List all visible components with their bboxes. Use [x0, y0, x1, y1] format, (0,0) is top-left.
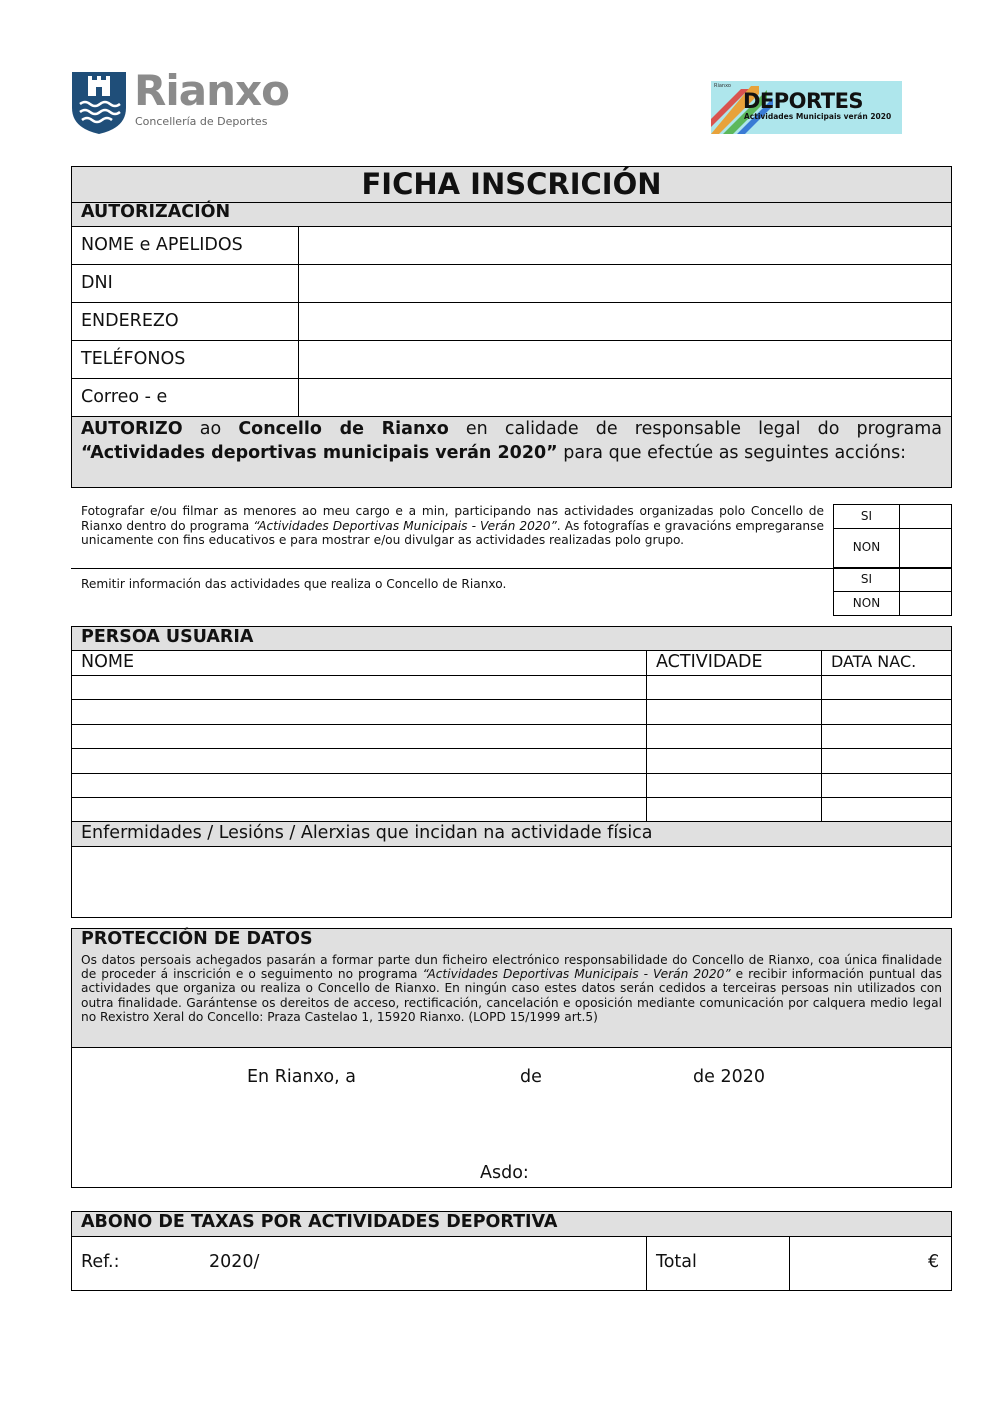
table-row[interactable] [72, 749, 951, 773]
table-row[interactable] [72, 676, 951, 699]
signature-de-2: de 2020 [693, 1067, 765, 1087]
field-address-label: ENDEREZO [81, 311, 179, 331]
badge-subtitle: Actividades Municipais verán 2020 [744, 112, 892, 121]
form-title: FICHA INSCRICIÓN [361, 167, 662, 201]
health-label: Enfermidades / Lesións / Alerxias que incidan na actividade física [81, 823, 653, 843]
field-name-label: NOME e APELIDOS [81, 235, 243, 255]
consent-photo-no-box[interactable] [900, 529, 951, 567]
fees-total-input[interactable] [790, 1237, 930, 1290]
privacy-heading: PROTECCIÓN DE DATOS [81, 929, 313, 949]
field-phones-input[interactable] [299, 341, 951, 378]
authorization-statement [81, 418, 942, 465]
column-activity: ACTIVIDADE [656, 652, 763, 672]
statement-bold-2: Concello de Rianxo [238, 419, 449, 439]
statement-bold-3: “Actividades deportivas municipais verán 2020” [81, 442, 558, 463]
consent-photo-italic: “Actividades Deportivas Municipais - Verán 2020” [253, 518, 557, 533]
consent-photo-text [81, 504, 824, 548]
consent-info-yes-label: SI [860, 572, 873, 586]
consent-info-text: Remitir información das actividades que realiza o Concello de Rianxo. [81, 577, 507, 591]
field-address-input[interactable] [299, 303, 951, 340]
statement-bold-1: AUTORIZO [81, 419, 183, 439]
field-phones-label: TELÉFONOS [81, 349, 186, 369]
user-heading: PERSOA USUARIA [81, 627, 254, 647]
column-name: NOME [81, 652, 135, 672]
badge-title: DEPORTES [743, 89, 864, 113]
health-input[interactable] [72, 847, 951, 917]
consent-photo-yes-label: SI [860, 509, 873, 523]
consent-info-yes-box[interactable] [900, 569, 951, 591]
table-row[interactable] [72, 798, 951, 821]
fees-ref-input[interactable] [270, 1237, 645, 1290]
table-row[interactable] [72, 725, 951, 748]
signature-place: En Rianxo, a [247, 1067, 356, 1087]
field-dni-input[interactable] [299, 265, 951, 302]
fees-ref-label: Ref.: [81, 1252, 120, 1272]
deportes-badge [711, 81, 902, 134]
signature-signed-label: Asdo: [480, 1163, 529, 1183]
consent-photo-text-1: Fotografar e/ou filmar as menores ao meu cargo e a min, participando nas actividades organizadas polo Concello de Rianxo dentro do programa [81, 504, 824, 533]
fees-currency: € [928, 1252, 940, 1272]
fees-total-label: Total [656, 1252, 697, 1272]
consent-photo-no-label: NON [852, 540, 881, 554]
castle-shield-icon [72, 72, 126, 134]
privacy-text-1: Os datos persoais achegados pasarán a formar parte dun ficheiro electrónico responsabilidade do Concello de Rianxo, coa única finalidade de proceder á inscrición e o seguimento no programa [81, 953, 942, 982]
privacy-text-2: e recibir información puntual das actividades que organiza ou realiza o Concello de Rianxo. En ningún caso estes datos serán cedidos a terceiras persoas nin utilizados con outra finalidade. Garántense os dereitos de acceso, rectificación, cancelación e oposición mediante comunicación por calquera medio legal no Rexistro Xeral do Concello: Praza Castelao 1, 15920 Rianxo. (LOPD 15/1999 art.5) [81, 967, 942, 1024]
statement-text-1: ao [182, 419, 239, 439]
signature-de-1: de [520, 1067, 542, 1087]
privacy-text-italic: “Actividades Deportivas Municipais - Verán 2020” [422, 967, 731, 982]
field-email-input[interactable] [299, 379, 951, 416]
consent-photo-yes-box[interactable] [900, 505, 951, 528]
field-email-label: Correo - e [81, 387, 168, 407]
consent-info-no-label: NON [852, 596, 881, 610]
column-birthdate: DATA NAC. [831, 652, 917, 671]
fees-heading: ABONO DE TAXAS POR ACTIVIDADES DEPORTIVA [81, 1212, 558, 1232]
logo-name: Rianxo [134, 66, 289, 115]
badge-tiny-text: Rianxo [714, 83, 731, 89]
consent-photo-text-2: . As fotografías e gravacións empregaranse unicamente con fins educativos e para mostrar e/ou divulgar as actividades realizadas polo grupo. [81, 518, 824, 547]
privacy-text [81, 953, 942, 1024]
authorization-heading: AUTORIZACIÓN [81, 202, 231, 222]
statement-text-2: en calidade de responsable legal do programa [448, 419, 942, 439]
field-name-input[interactable] [299, 227, 951, 264]
logo-subtitle: Concellería de Deportes [135, 115, 268, 128]
table-row[interactable] [72, 774, 951, 797]
statement-text-3: para que efectúe as seguintes accións: [557, 442, 907, 463]
consent-info-no-box[interactable] [900, 592, 951, 615]
fees-ref-value: 2020/ [209, 1252, 260, 1272]
table-row[interactable] [72, 700, 951, 724]
field-dni-label: DNI [81, 273, 113, 293]
